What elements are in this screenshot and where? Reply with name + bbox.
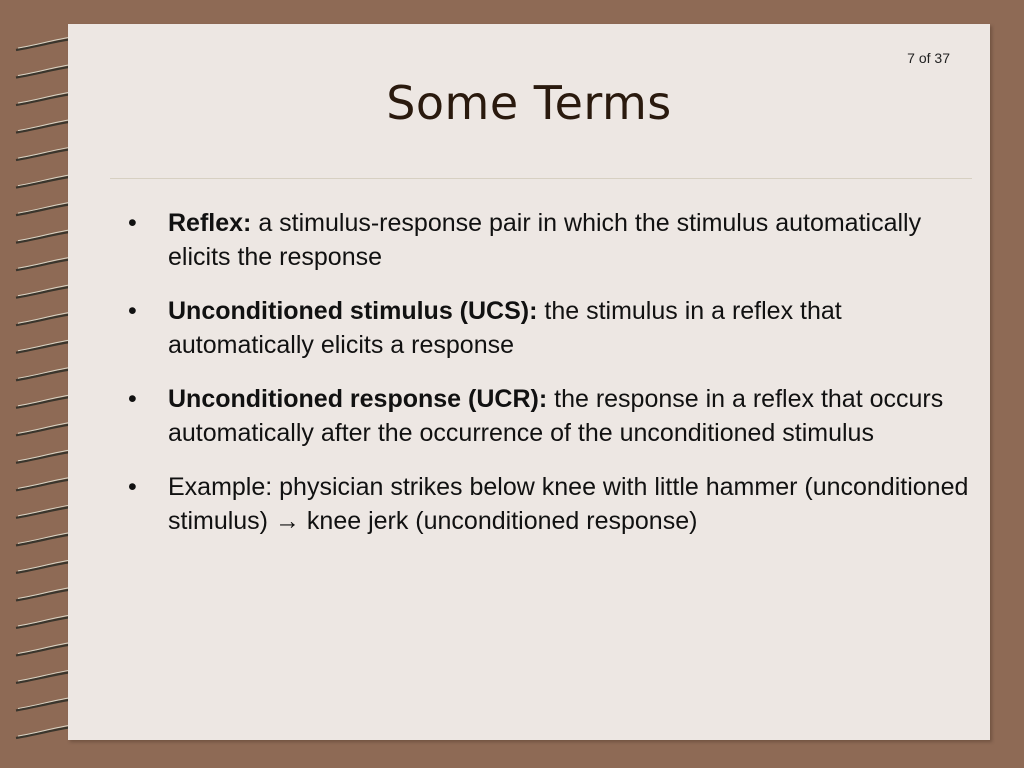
bullet-ucs [122,294,972,362]
example-text-continued: knee jerk (unconditioned response) [299,507,698,535]
term-label: Unconditioned stimulus (UCS): [168,297,538,325]
bullet-dot: • [128,385,137,413]
slide-page [68,24,990,740]
term-label: Unconditioned response (UCR): [168,385,548,413]
term-definition: the response in a reflex that occurs automatically after the occurrence of the unconditioned stimulus [168,385,944,447]
bullet-reflex [122,206,972,274]
bullet-ucr [122,382,972,450]
term-label: Reflex: [168,209,252,237]
example-text: Example: physician strikes below knee with little hammer (unconditioned stimulus) [168,473,969,535]
title-divider [110,178,972,179]
bullet-dot: • [128,473,137,501]
slide-counter: 7 of 37 [907,50,950,66]
right-arrow-icon: → [274,507,300,535]
slide-title: Some Terms [386,76,672,130]
bullet-dot: • [128,297,137,325]
bullet-example [122,470,972,538]
bullet-dot: • [128,209,137,237]
term-definition: a stimulus-response pair in which the stimulus automatically elicits the response [168,209,922,271]
term-definition: the stimulus in a reflex that automatically elicits a response [168,297,842,359]
bullet-list [122,206,972,558]
